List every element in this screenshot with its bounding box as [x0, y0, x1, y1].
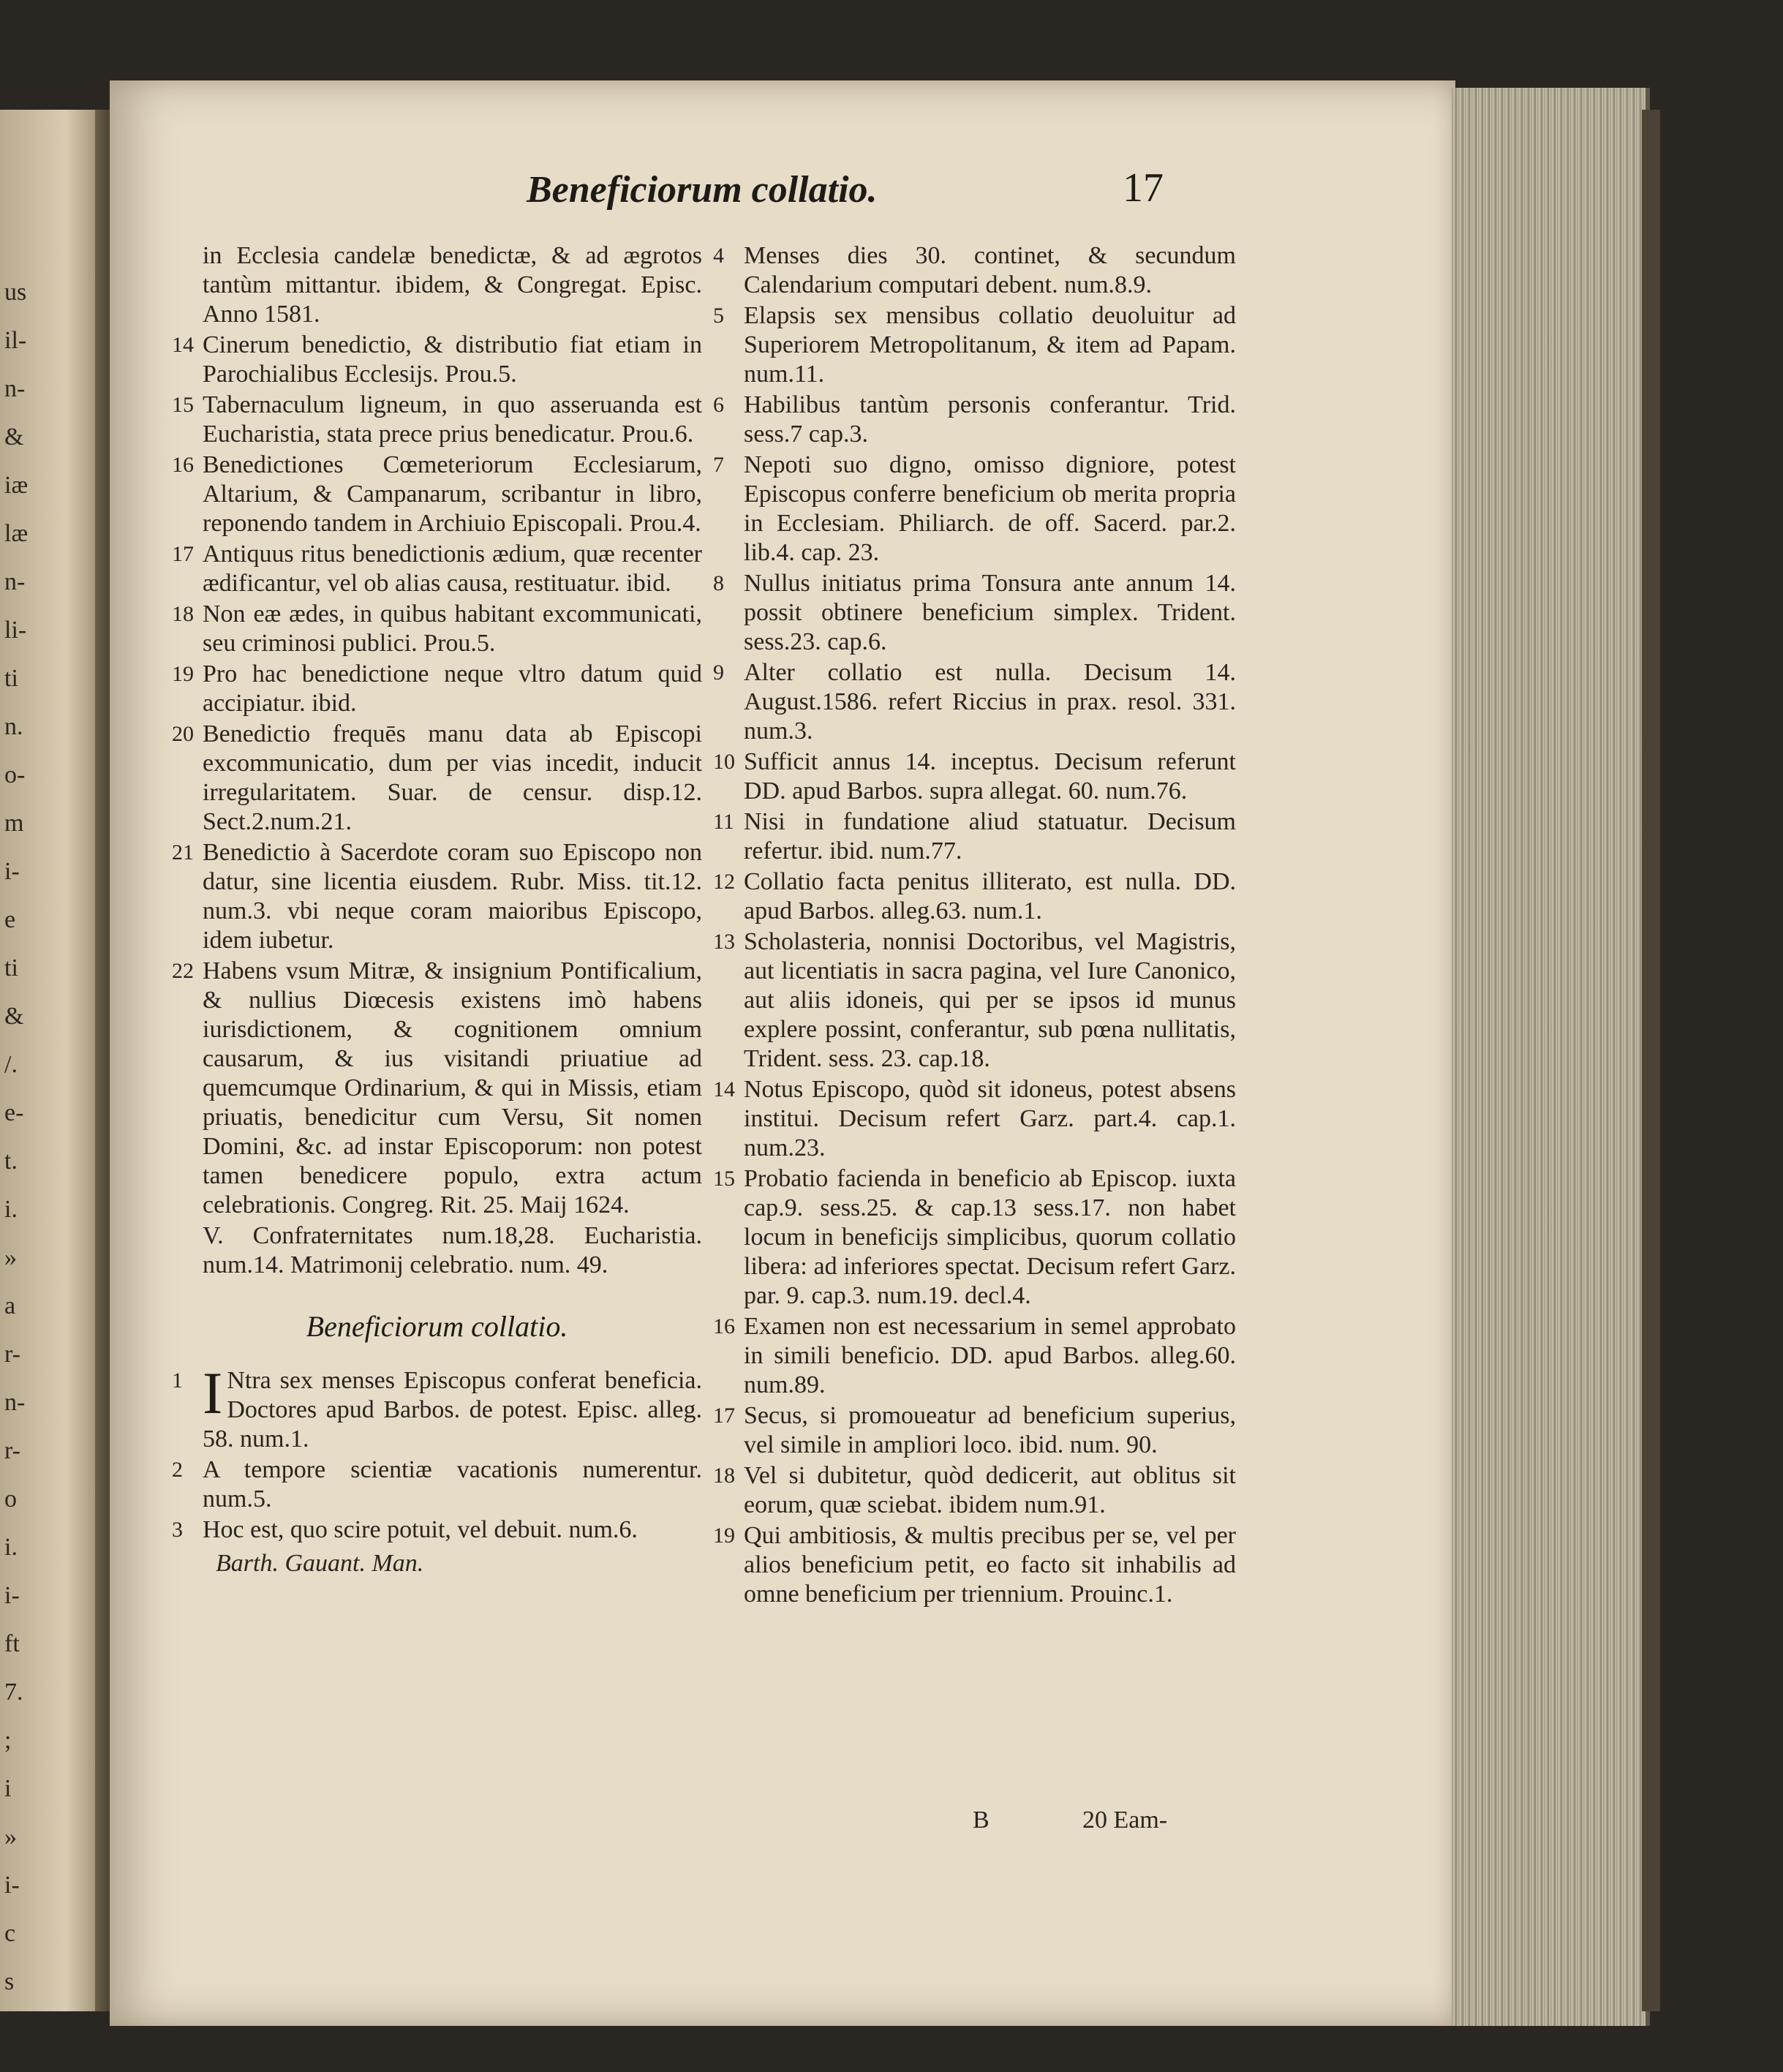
entry-number: 6: [713, 393, 724, 417]
entry-text: Antiquus ritus benedictionis ædium, quæ recenter ædificantur, vel ob alias causa, restituatur. ibid.: [203, 540, 702, 597]
entry-text: Menses dies 30. continet, & secundum Calendarium computari debent. num.8.9.: [744, 242, 1236, 298]
entry-text: Non eæ ædes, in quibus habitant excommunicati, seu criminosi publici. Prou.5.: [203, 600, 702, 657]
facing-page-fragment: »: [4, 1244, 17, 1271]
entry: [713, 1312, 1236, 1400]
facing-page-fragment: n-: [4, 375, 26, 402]
book-cover-edge: [1642, 110, 1660, 2011]
entry-text: V. Confraternitates num.18,28. Eucharistia. num.14. Matrimonij celebratio. num. 49.: [203, 1222, 702, 1278]
entry: [713, 658, 1236, 746]
facing-page-fragment: s: [4, 1968, 15, 1995]
entry-number: 19: [713, 1523, 735, 1548]
facing-page-fragment: i-: [4, 1582, 20, 1609]
entry: [172, 720, 702, 837]
entry-text: Alter collatio est nulla. Decisum 14. August.1586. refert Riccius in prax. resol. 331. num.3.: [744, 659, 1236, 745]
page-number: 17: [1123, 165, 1164, 211]
page-edges: [1452, 88, 1650, 2026]
catchword: 20 Eam-: [1082, 1807, 1168, 1834]
entry-number: 12: [713, 870, 735, 894]
right-column: [713, 241, 1236, 1610]
facing-page-fragment: r-: [4, 1341, 20, 1368]
running-head: Beneficiorum collatio.: [527, 169, 878, 211]
entry: [713, 747, 1236, 806]
facing-page-fragment: »: [4, 1823, 17, 1850]
facing-page-fragment: i: [4, 1775, 12, 1802]
entry: [713, 1075, 1236, 1163]
entry-text: Nepoti suo digno, omisso digniore, potest Episcopus conferre beneficium ob merita propria in Ecclesiam. Philiarch. de off. Sacerd. par.2. lib.4. cap. 23.: [744, 451, 1236, 566]
facing-page-fragment: li-: [4, 617, 27, 644]
entry: [172, 1515, 702, 1545]
entry: [713, 451, 1236, 568]
facing-page-fragment: ti: [4, 954, 18, 982]
entry: [713, 1164, 1236, 1311]
facing-page-fragment: ;: [4, 1727, 12, 1754]
entry: [713, 301, 1236, 389]
entry-text: Habilibus tantùm personis conferantur. Trid. sess.7 cap.3.: [744, 391, 1236, 448]
entry-number: 1: [172, 1368, 183, 1393]
entry-number: 10: [713, 750, 735, 774]
entry-number: 2: [172, 1458, 183, 1482]
facing-page-fragment: us: [4, 279, 27, 306]
entry-number: 18: [172, 602, 194, 626]
entry-text: Notus Episcopo, quòd sit idoneus, potest absens institui. Decisum refert Garz. part.4. cap.1. num.23.: [744, 1076, 1236, 1161]
entry-text: Elapsis sex mensibus collatio deuoluitur ad Superiorem Metropolitanum, & item ad Papam. num.11.: [744, 302, 1236, 388]
entry-text: Vel si dubitetur, quòd dedicerit, aut oblitus sit eorum, quæ sciebat. ibidem num.91.: [744, 1462, 1236, 1518]
entry: [172, 660, 702, 718]
entry: [713, 867, 1236, 926]
entry-number: 3: [172, 1518, 183, 1542]
facing-page-fragment: i.: [4, 1534, 18, 1561]
entry-number: 14: [172, 333, 194, 357]
entry-text: Sufficit annus 14. inceptus. Decisum referunt DD. apud Barbos. supra allegat. 60. num.76.: [744, 748, 1236, 805]
facing-page-edge: [0, 110, 110, 2011]
entry: [172, 451, 702, 538]
entry: [172, 957, 702, 1220]
entry-number: 5: [713, 304, 724, 328]
entry-text: Tabernaculum ligneum, in quo asseruanda est Eucharistia, stata prece prius benedicatur. Prou.6.: [203, 391, 702, 448]
entry-number: 17: [172, 542, 194, 566]
facing-page-fragment: ti: [4, 665, 18, 692]
signature-mark: B: [973, 1807, 989, 1834]
entry: [172, 1455, 702, 1514]
entry-number: 21: [172, 840, 194, 864]
entry: [172, 600, 702, 658]
entry-text: Nisi in fundatione aliud statuatur. Decisum refertur. ibid. num.77.: [744, 808, 1236, 864]
entry-number: 4: [713, 244, 724, 268]
facing-page-fragment: r-: [4, 1437, 20, 1464]
entry: [713, 569, 1236, 657]
facing-page-fragment: e-: [4, 1099, 24, 1126]
entry-text: in Ecclesia candelæ benedictæ, & ad ægrotos tantùm mittantur. ibidem, & Congregat. Episc. Anno 1581.: [203, 242, 702, 328]
facing-page-fragment: i-: [4, 858, 20, 885]
entry-text: Qui ambitiosis, & multis precibus per se, vel per alios beneficium petit, eo facto sit inhabilis ad omne beneficium per triennium. Prouinc.1.: [744, 1522, 1236, 1608]
entry: [172, 540, 702, 598]
entry-number: 13: [713, 930, 735, 954]
entry-number: 22: [172, 959, 194, 983]
facing-page-fragment: læ: [4, 520, 29, 547]
entry-number: 18: [713, 1463, 735, 1488]
facing-page-fragment: 7.: [4, 1679, 23, 1706]
facing-page-fragment: a: [4, 1292, 16, 1319]
facing-page-fragment: i-: [4, 1872, 20, 1899]
section-title: Beneficiorum collatio.: [306, 1310, 568, 1343]
entry-text: Cinerum benedictio, & distributio fiat etiam in Parochialibus Ecclesijs. Prou.5.: [203, 331, 702, 388]
facing-page-fragment: il-: [4, 327, 27, 354]
facing-page-fragment: n-: [4, 568, 26, 595]
facing-page-fragment: m: [4, 810, 24, 837]
entry-number: 16: [713, 1314, 735, 1338]
entry-text: Secus, si promoueatur ad beneficium superius, vel simile in ampliori loco. ibid. num. 90.: [744, 1402, 1236, 1458]
entry: [713, 391, 1236, 449]
facing-page-fragment: iæ: [4, 472, 29, 499]
entry-number: 19: [172, 662, 194, 686]
facing-page-fragment: o-: [4, 761, 26, 788]
entry-text: Pro hac benedictione neque vltro datum quid accipiatur. ibid.: [203, 660, 702, 717]
drop-cap: I: [203, 1360, 223, 1426]
facing-page-fragment: o: [4, 1485, 17, 1512]
entry-text: Benedictiones Cœmeteriorum Ecclesiarum, Altarium, & Campanarum, scribantur in libro, reponendo tandem in Archiuio Episcopali. Prou.4.: [203, 451, 702, 537]
entry-number: 8: [713, 571, 724, 595]
entry: [713, 1461, 1236, 1520]
facing-page-fragment: t.: [4, 1148, 18, 1175]
entry-number: 16: [172, 453, 194, 477]
facing-page-fragment: /.: [4, 1051, 18, 1078]
entry-text: Scholasteria, nonnisi Doctoribus, vel Magistris, aut licentiatis in sacra pagina, vel Iure Canonico, aut aliis idoneis, qui per se ipsos id munus explere possint, conferantur, sub pœna nullitatis, Trident. sess. 23. cap.18.: [744, 928, 1236, 1072]
entry-text: Benedictio à Sacerdote coram suo Episcopo non datur, sine licentia eiusdem. Rubr. Miss. tit.12. num.3. vbi neque coram maioribus Episcopo, idem iubetur.: [203, 839, 702, 954]
entry: [713, 241, 1236, 300]
entry: [713, 1401, 1236, 1460]
entry: [172, 1360, 702, 1454]
facing-page-fragment: ft: [4, 1630, 20, 1657]
entry: [713, 927, 1236, 1074]
facing-page-fragment: &: [4, 1003, 24, 1030]
entry-text: A tempore scientiæ vacationis numerentur. num.5.: [203, 1456, 702, 1512]
facing-page-fragment: i.: [4, 1196, 18, 1223]
entry: [172, 331, 702, 389]
facing-page-fragment: c: [4, 1920, 16, 1947]
entry: [172, 838, 702, 955]
entry-text: Ntra sex menses Episcopus conferat beneficia. Doctores apud Barbos. de potest. Episc. alleg. 58. num.1.: [203, 1367, 702, 1453]
entry: [713, 807, 1236, 866]
facing-page-fragment: n-: [4, 1389, 26, 1416]
facing-page-fragment: n.: [4, 713, 23, 740]
entry-number: 11: [713, 810, 734, 834]
facing-page-fragment: e: [4, 906, 16, 933]
entry-text: Examen non est necessarium in semel approbato in simili beneficio. DD. apud Barbos. alleg.60. num.89.: [744, 1313, 1236, 1398]
entry-number: 9: [713, 660, 724, 685]
left-column: [172, 241, 702, 1578]
entry-text: Habens vsum Mitræ, & insignium Pontificalium, & nullius Diœcesis existens imò habens iurisdictionem, & cognitionem omnium causarum, & ius visitandi priuatiue ad quemcumque Ordinarium, & qui in Missis, etiam priuatis, benedicitur cum Versu, Sit nomen Domini, &c. ad instar Episcoporum: non potest tamen benedicere populo, extra actum celebrationis. Congreg. Rit. 25. Maij 1624.: [203, 957, 702, 1218]
facing-page-fragment: &: [4, 423, 24, 451]
entry-number: 15: [713, 1167, 735, 1191]
entry-text: Nullus initiatus prima Tonsura ante annum 14. possit obtinere beneficium simplex. Trident. sess.23. cap.6.: [744, 570, 1236, 655]
entry: [713, 1521, 1236, 1609]
entry-text: Hoc est, quo scire potuit, vel debuit. num.6.: [203, 1516, 638, 1543]
entry: [172, 391, 702, 449]
entry-number: 17: [713, 1404, 735, 1428]
entry-text: Collatio facta penitus illiterato, est nulla. DD. apud Barbos. alleg.63. num.1.: [744, 868, 1236, 924]
entry-number: 20: [172, 722, 194, 746]
entry-text: Probatio facienda in beneficio ab Episcop. iuxta cap.9. sess.25. & cap.13 sess.17. non habet locum in beneficijs simplicibus, quorum collatio libera: ad inferiores spectat. Decisum refert Garz. par. 9. cap.3. num.19. decl.4.: [744, 1165, 1236, 1309]
entry: [172, 1221, 702, 1280]
entry-number: 7: [713, 453, 724, 477]
entry-text: Benedictio frequēs manu data ab Episcopi excommunicatio, dum per vias incedit, inducit irregularitatem. Suar. de censur. disp.12. Sect.2.num.21.: [203, 720, 702, 835]
entry-number: 14: [713, 1077, 735, 1101]
entry: [172, 241, 702, 329]
entry-number: 15: [172, 393, 194, 417]
closing-line: Barth. Gauant. Man.: [216, 1550, 424, 1577]
